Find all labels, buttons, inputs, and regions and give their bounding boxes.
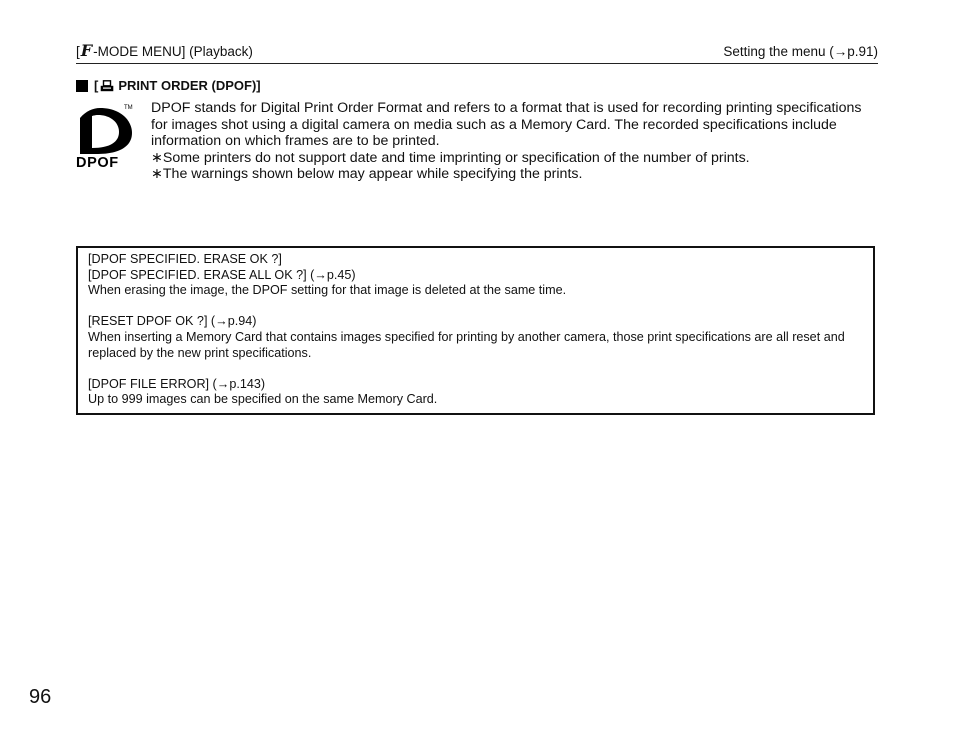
dpof-logo-text: DPOF bbox=[76, 155, 119, 170]
header-reference: Setting the menu (→p.91) bbox=[723, 44, 878, 59]
dpof-logo bbox=[76, 104, 136, 170]
header-menu-label: -MODE MENU] (Playback) bbox=[93, 44, 253, 59]
warning-line-erase: [DPOF SPECIFIED. ERASE OK ?] bbox=[88, 252, 282, 266]
warning-box bbox=[76, 246, 875, 415]
section-title-text: PRINT ORDER (DPOF)] bbox=[118, 78, 261, 93]
square-bullet-icon bbox=[76, 80, 88, 92]
intro-note-2: ∗The warnings shown below may appear while specifying the prints. bbox=[151, 166, 583, 183]
page-header bbox=[76, 43, 878, 64]
warning-reset-description: When inserting a Memory Card that contains images specified for printing by another camera, those print specifications are all reset and replaced by the new print specifications. bbox=[88, 329, 845, 360]
warning-line-erase-all: [DPOF SPECIFIED. ERASE ALL OK ?] (→p.45) bbox=[88, 267, 356, 282]
intro-text bbox=[151, 100, 879, 183]
trademark-symbol: TM bbox=[124, 105, 133, 111]
spacer bbox=[88, 361, 873, 377]
page-number: 96 bbox=[29, 686, 52, 708]
printer-icon bbox=[100, 80, 114, 92]
warning-line-file-error: [DPOF FILE ERROR] (→p.143) bbox=[88, 376, 266, 391]
title-bracket: [ bbox=[94, 78, 99, 93]
warning-line-reset: [RESET DPOF OK ?] (→p.94) bbox=[88, 314, 257, 329]
warning-file-error-description: Up to 999 images can be specified on the same Memory Card. bbox=[88, 392, 438, 407]
f-mode-icon: F bbox=[80, 41, 93, 60]
spacer bbox=[88, 299, 873, 315]
header-breadcrumb bbox=[76, 41, 253, 60]
section-title bbox=[76, 78, 261, 93]
dpof-logo-graphic bbox=[76, 104, 136, 170]
intro-paragraph: DPOF stands for Digital Print Order Format and refers to a format that is used for recording printing specifications for images shot using a digital camera on media such as a Memory Card. The recorded specifications include information on which frames are to be printed. bbox=[151, 100, 862, 150]
warning-erase-description: When erasing the image, the DPOF setting for that image is deleted at the same time. bbox=[88, 283, 567, 298]
intro-note-1: ∗Some printers do not support date and time imprinting or specification of the number of prints. bbox=[151, 149, 750, 166]
header-bracket: [ bbox=[76, 44, 80, 59]
